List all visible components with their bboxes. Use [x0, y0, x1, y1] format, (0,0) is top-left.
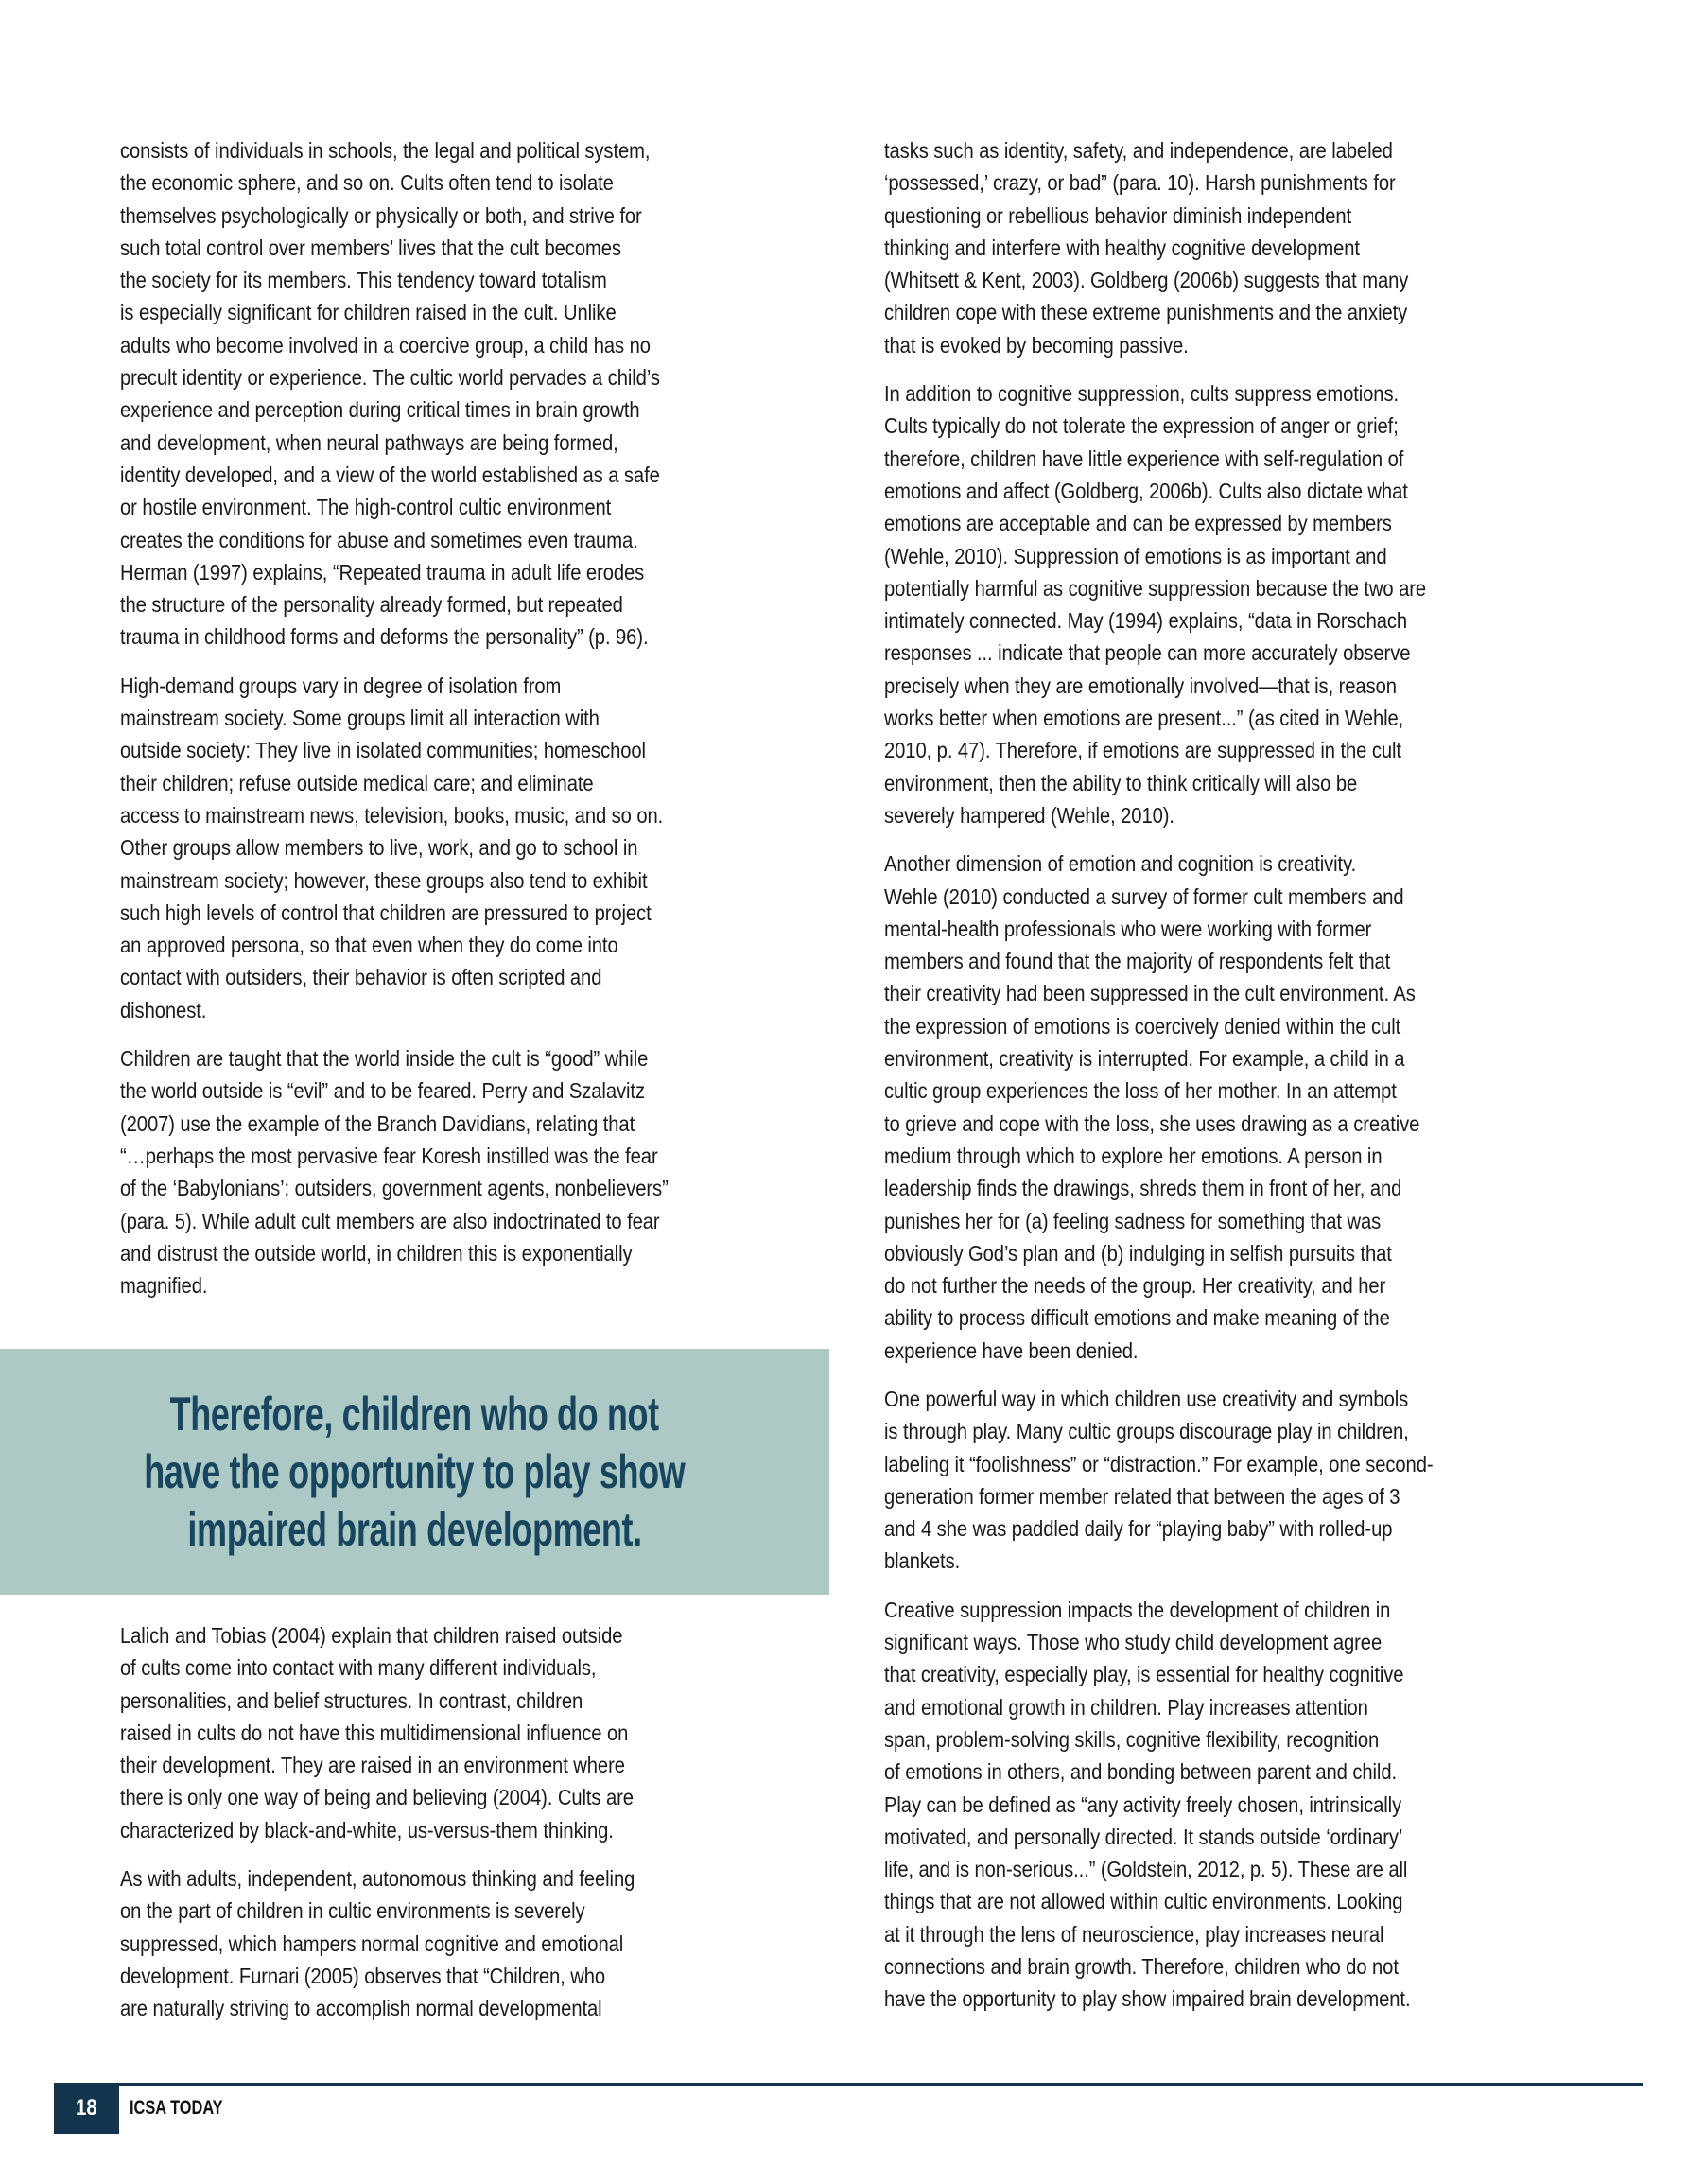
- text-line: raised in cults do not have this multidimensional influence on: [120, 1720, 629, 1745]
- paragraph: [120, 1042, 801, 1302]
- text-line: emotions and affect (Goldberg, 2006b). Cults also dictate what: [884, 478, 1408, 503]
- paragraph: [884, 1594, 1565, 2016]
- text-line: members and found that the majority of respondents felt that: [884, 949, 1391, 974]
- text-line: ‘possessed,’ crazy, or bad” (para. 10). Harsh punishments for: [884, 170, 1396, 196]
- text-line: precisely when they are emotionally involved—that is, reason: [884, 673, 1397, 698]
- text-line: Other groups allow members to live, work, and go to school in: [120, 835, 638, 861]
- paragraph: [120, 1862, 801, 2024]
- text-line: thinking and interfere with healthy cognitive development: [884, 235, 1360, 260]
- text-line: themselves psychologically or physically or both, and strive for: [120, 202, 642, 228]
- text-line: and emotional growth in children. Play increases attention: [884, 1694, 1368, 1720]
- text-line: works better when emotions are present...” (as cited in Wehle,: [884, 706, 1404, 731]
- text-line: Wehle (2010) conducted a survey of former cult members and: [884, 883, 1404, 909]
- text-line: do not further the needs of the group. Her creativity, and her: [884, 1273, 1386, 1299]
- text-line: there is only one way of being and believing (2004). Cults are: [120, 1785, 634, 1810]
- text-line: to grieve and cope with the loss, she uses drawing as a creative: [884, 1110, 1420, 1136]
- text-line: identity developed, and a view of the world established as a safe: [120, 462, 660, 487]
- text-line: the society for its members. This tendency toward totalism: [120, 268, 607, 293]
- text-line: at it through the lens of neuroscience, play increases neural: [884, 1921, 1384, 1947]
- text-line: severely hampered (Wehle, 2010).: [884, 802, 1174, 828]
- text-line: medium through which to explore her emotions. A person in: [884, 1143, 1383, 1168]
- text-line: (Whitsett & Kent, 2003). Goldberg (2006b) suggests that many: [884, 268, 1409, 293]
- text-line: that creativity, especially play, is essential for healthy cognitive: [884, 1662, 1404, 1687]
- text-line: the structure of the personality already formed, but repeated: [120, 592, 623, 618]
- text-line: of the ‘Babylonians’: outsiders, government agents, nonbelievers”: [120, 1176, 669, 1201]
- text-line: their children; refuse outside medical care; and eliminate: [120, 770, 594, 795]
- text-line: ability to process difficult emotions and make meaning of the: [884, 1305, 1390, 1331]
- text-line: connections and brain growth. Therefore, children who do not: [884, 1954, 1399, 1980]
- right-column: [884, 134, 1565, 2032]
- text-line: access to mainstream news, television, books, music, and so on.: [120, 802, 664, 828]
- paragraph: [884, 1383, 1565, 1578]
- text-line: tasks such as identity, safety, and independence, are labeled: [884, 138, 1393, 163]
- text-line: or hostile environment. The high-control cultic environment: [120, 495, 612, 520]
- text-line: punishes her for (a) feeling sadness for something that was: [884, 1208, 1382, 1233]
- page-number: 18: [76, 2095, 97, 2121]
- footer-rule: [54, 2083, 1643, 2086]
- pull-quote-line: impaired brain development.: [187, 1502, 642, 1556]
- page-number-box: [54, 2083, 119, 2134]
- text-line: emotions are acceptable and can be expressed by members: [884, 511, 1392, 536]
- text-line: life, and is non-serious...” (Goldstein, 2012, p. 5). These are all: [884, 1857, 1408, 1882]
- text-line: One powerful way in which children use creativity and symbols: [884, 1386, 1409, 1411]
- text-line: of cults come into contact with many different individuals,: [120, 1655, 597, 1681]
- paragraph: [120, 670, 801, 1026]
- text-line: of emotions in others, and bonding between parent and child.: [884, 1759, 1398, 1785]
- text-line: outside society: They live in isolated communities; homeschool: [120, 738, 646, 763]
- text-line: adults who become involved in a coercive group, a child has no: [120, 332, 651, 358]
- text-line: In addition to cognitive suppression, cults suppress emotions.: [884, 381, 1400, 407]
- text-line: experience have been denied.: [884, 1337, 1139, 1363]
- text-line: generation former member related that between the ages of 3: [884, 1483, 1400, 1509]
- text-line: labeling it “foolishness” or “distraction.” For example, one second-: [884, 1451, 1434, 1476]
- text-line: experience and perception during critical times in brain growth: [120, 397, 640, 423]
- text-line: an approved persona, so that even when they do come into: [120, 933, 618, 958]
- text-line: Creative suppression impacts the development of children in: [884, 1597, 1391, 1622]
- text-line: cultic group experiences the loss of her mother. In an attempt: [884, 1078, 1397, 1104]
- left-column-bottom: [120, 1619, 801, 2041]
- text-line: leadership finds the drawings, shreds them in front of her, and: [884, 1176, 1402, 1201]
- text-line: significant ways. Those who study child development agree: [884, 1630, 1383, 1655]
- text-line: motivated, and personally directed. It stands outside ‘ordinary’: [884, 1824, 1403, 1849]
- text-line: and 4 she was paddled daily for “playing baby” with rolled-up: [884, 1516, 1393, 1542]
- text-line: are naturally striving to accomplish normal developmental: [120, 1996, 602, 2021]
- publication-title: ICSA TODAY: [130, 2097, 223, 2119]
- text-line: mental-health professionals who were working with former: [884, 916, 1372, 941]
- text-line: Children are taught that the world inside the cult is “good” while: [120, 1046, 649, 1072]
- text-line: on the part of children in cultic environments is severely: [120, 1898, 585, 1924]
- text-line: characterized by black-and-white, us-versus-them thinking.: [120, 1817, 614, 1843]
- text-line: intimately connected. May (1994) explains, “data in Rorschach: [884, 608, 1408, 634]
- text-line: blankets.: [884, 1548, 961, 1574]
- text-line: therefore, children have little experience with self-regulation of: [884, 446, 1404, 471]
- text-line: “…perhaps the most pervasive fear Koresh instilled was the fear: [120, 1143, 658, 1168]
- text-line: their development. They are raised in an environment where: [120, 1753, 625, 1778]
- text-line: potentially harmful as cognitive suppression because the two are: [884, 575, 1427, 601]
- left-column-top: [120, 134, 801, 1318]
- text-line: precult identity or experience. The cultic world pervades a child’s: [120, 365, 660, 391]
- pull-quote-line: have the opportunity to play show: [144, 1444, 686, 1498]
- text-line: (2007) use the example of the Branch Davidians, relating that: [120, 1110, 635, 1136]
- text-line: Another dimension of emotion and cognition is creativity.: [884, 851, 1357, 877]
- text-line: that is evoked by becoming passive.: [884, 332, 1189, 358]
- text-line: Cults typically do not tolerate the expression of anger or grief;: [884, 413, 1399, 439]
- text-line: things that are not allowed within cultic environments. Looking: [884, 1889, 1403, 1914]
- text-line: High-demand groups vary in degree of isolation from: [120, 673, 562, 698]
- pull-quote-line: Therefore, children who do not: [169, 1387, 660, 1441]
- paragraph: [120, 1619, 801, 1846]
- text-line: 2010, p. 47). Therefore, if emotions are suppressed in the cult: [884, 738, 1401, 763]
- text-line: mainstream society; however, these groups also tend to exhibit: [120, 867, 648, 893]
- text-line: have the opportunity to play show impaired brain development.: [884, 1986, 1411, 2012]
- pull-quote: [0, 1349, 829, 1595]
- text-line: and development, when neural pathways are being formed,: [120, 429, 618, 455]
- text-line: the economic sphere, and so on. Cults often tend to isolate: [120, 170, 614, 196]
- text-line: suppressed, which hampers normal cognitive and emotional: [120, 1931, 624, 1956]
- text-line: consists of individuals in schools, the legal and political system,: [120, 138, 651, 163]
- text-line: development. Furnari (2005) observes that “Children, who: [120, 1963, 606, 1988]
- text-line: the world outside is “evil” and to be feared. Perry and Szalavitz: [120, 1078, 645, 1104]
- text-line: creates the conditions for abuse and sometimes even trauma.: [120, 527, 638, 552]
- text-line: personalities, and belief structures. In contrast, children: [120, 1687, 583, 1713]
- text-line: Herman (1997) explains, “Repeated trauma in adult life erodes: [120, 559, 645, 585]
- text-line: Play can be defined as “any activity freely chosen, intrinsically: [884, 1791, 1402, 1817]
- paragraph: [884, 377, 1565, 831]
- paragraph: [884, 847, 1565, 1367]
- text-line: environment, then the ability to think critically will also be: [884, 770, 1358, 795]
- text-line: dishonest.: [120, 997, 207, 1022]
- text-line: is especially significant for children raised in the cult. Unlike: [120, 300, 617, 325]
- text-line: obviously God’s plan and (b) indulging in selfish pursuits that: [884, 1240, 1392, 1266]
- text-line: (Wehle, 2010). Suppression of emotions is as important and: [884, 543, 1387, 568]
- text-line: (para. 5). While adult cult members are also indoctrinated to fear: [120, 1208, 660, 1233]
- text-line: As with adults, independent, autonomous thinking and feeling: [120, 1866, 635, 1892]
- text-line: responses ... indicate that people can more accurately observe: [884, 640, 1411, 666]
- text-line: the expression of emotions is coercively denied within the cult: [884, 1013, 1401, 1039]
- text-line: their creativity had been suppressed in the cult environment. As: [884, 981, 1416, 1006]
- paragraph: [884, 134, 1565, 361]
- text-line: such total control over members’ lives that the cult becomes: [120, 235, 621, 260]
- text-line: mainstream society. Some groups limit all interaction with: [120, 706, 600, 731]
- text-line: magnified.: [120, 1273, 208, 1299]
- text-line: questioning or rebellious behavior diminish independent: [884, 202, 1352, 228]
- paragraph: [120, 134, 801, 654]
- text-line: trauma in childhood forms and deforms the personality” (p. 96).: [120, 624, 649, 650]
- text-line: and distrust the outside world, in children this is exponentially: [120, 1240, 633, 1266]
- text-line: environment, creativity is interrupted. For example, a child in a: [884, 1046, 1405, 1072]
- text-line: is through play. Many cultic groups discourage play in children,: [884, 1419, 1409, 1444]
- text-line: children cope with these extreme punishments and the anxiety: [884, 300, 1408, 325]
- text-line: span, problem-solving skills, cognitive flexibility, recognition: [884, 1726, 1380, 1752]
- text-line: contact with outsiders, their behavior is often scripted and: [120, 965, 602, 990]
- text-line: such high levels of control that children are pressured to project: [120, 900, 652, 925]
- text-line: Lalich and Tobias (2004) explain that children raised outside: [120, 1623, 623, 1648]
